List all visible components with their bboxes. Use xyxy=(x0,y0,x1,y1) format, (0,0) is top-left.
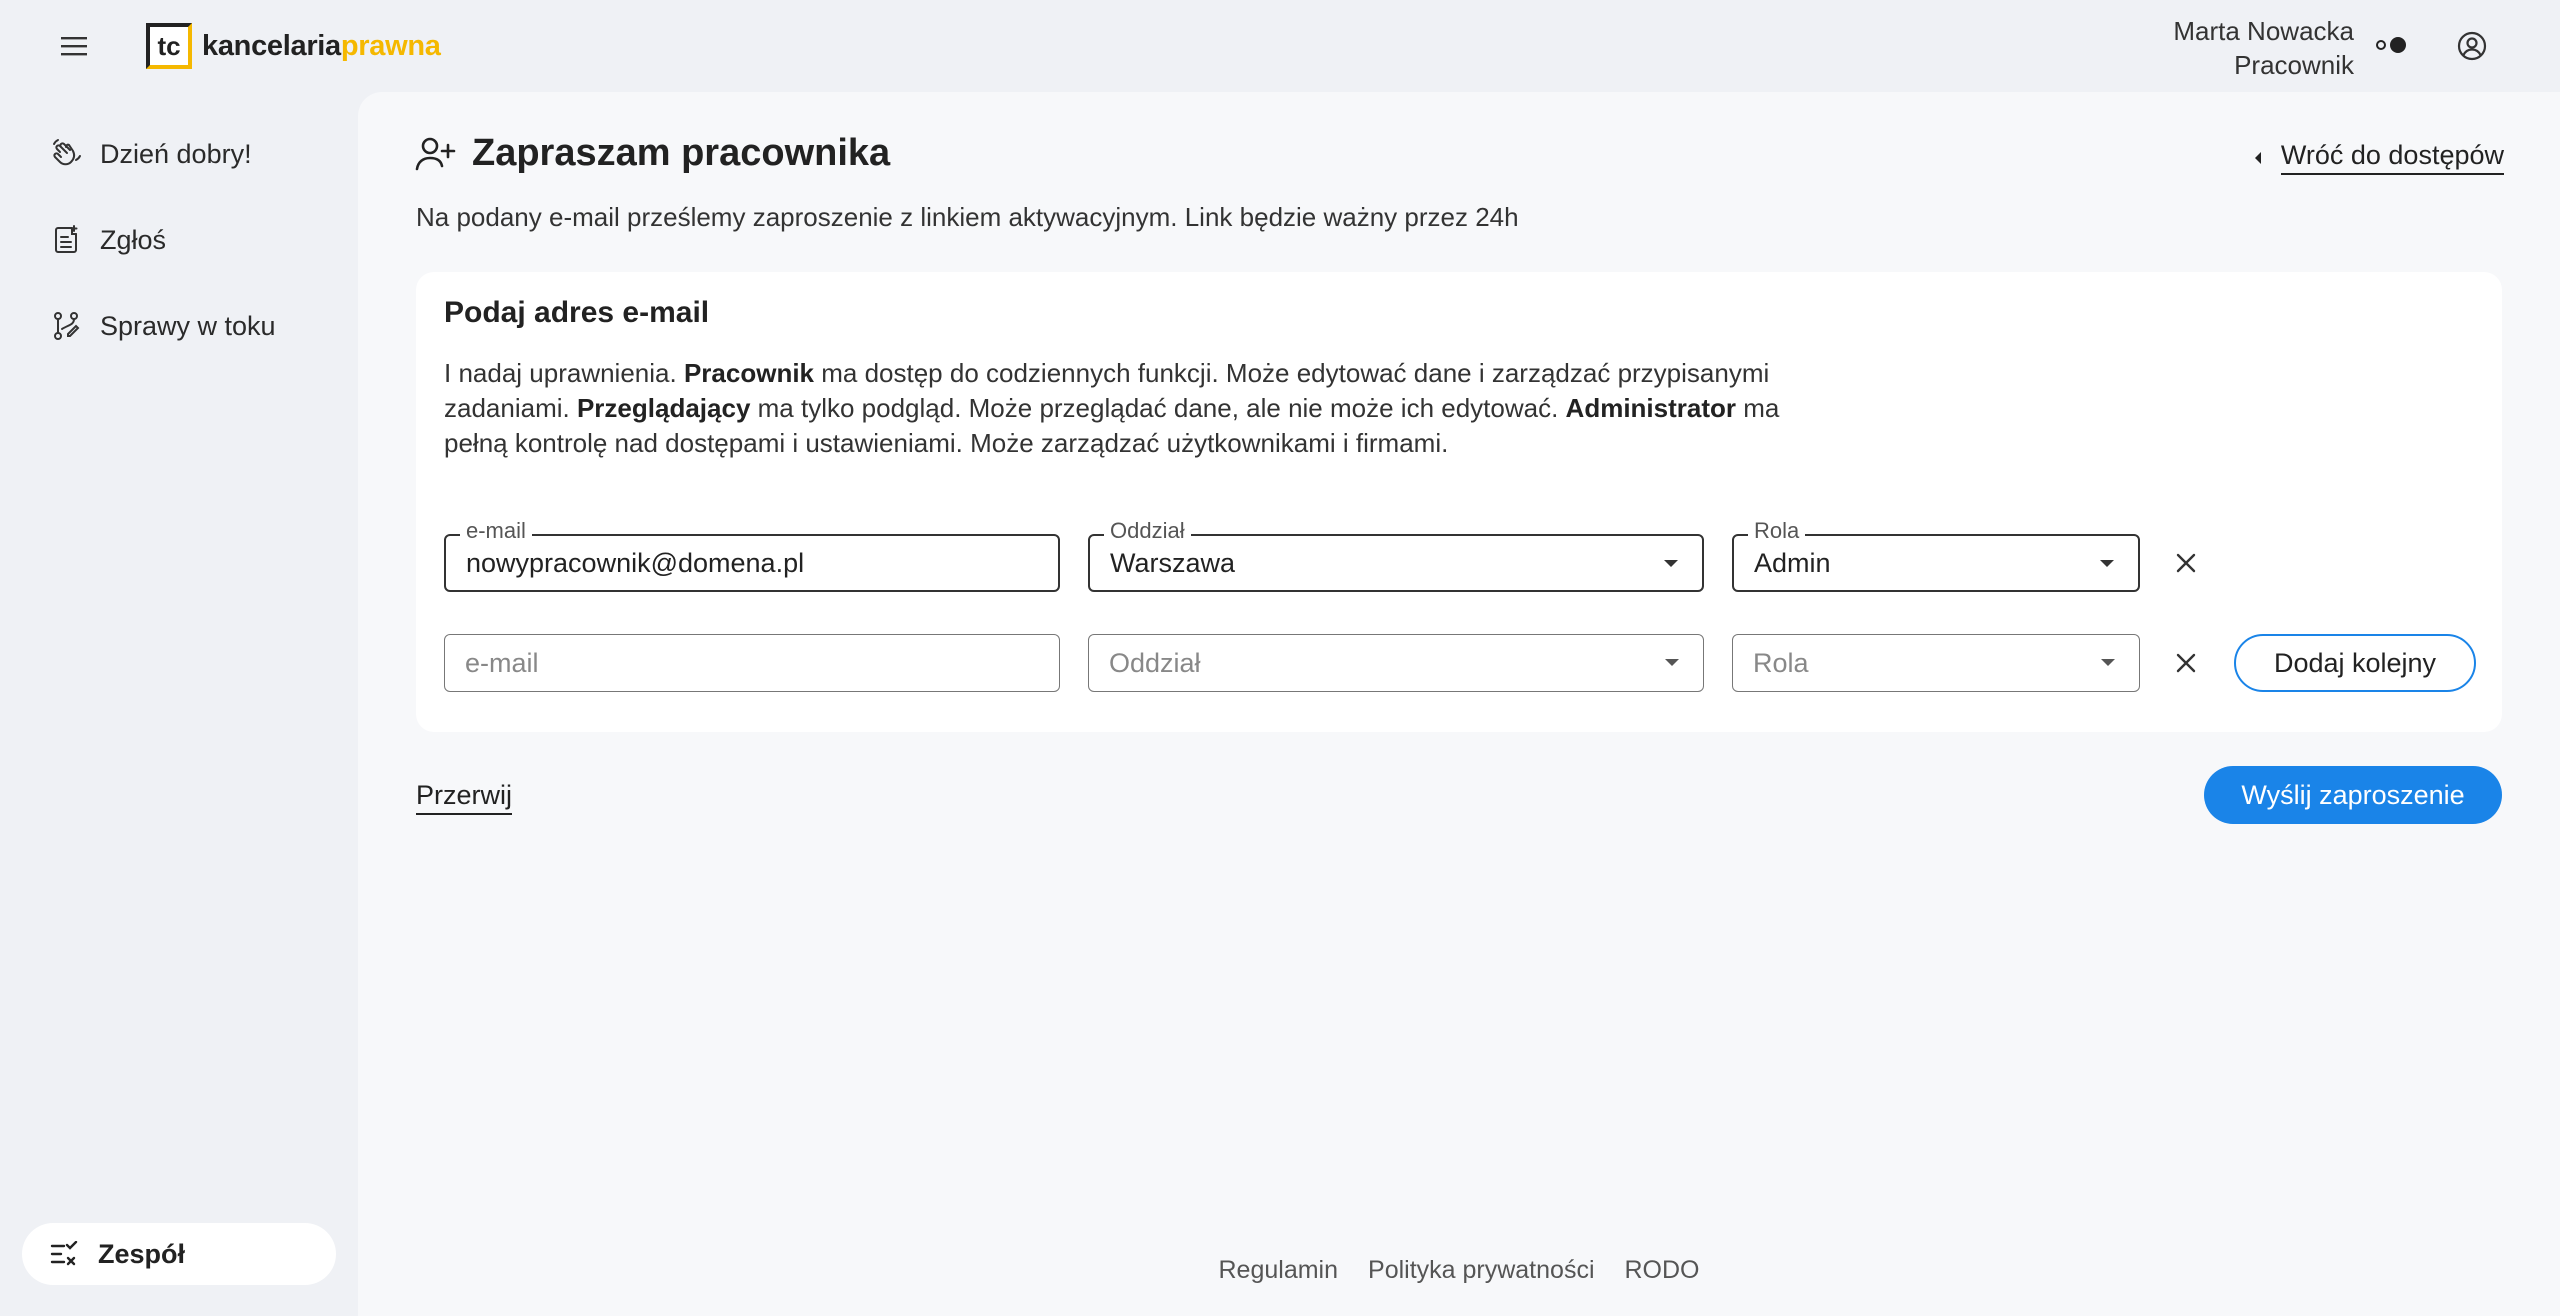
report-document-icon xyxy=(50,224,82,256)
logo-text: kancelariaprawna xyxy=(202,29,441,62)
department-select-value: Warszawa xyxy=(1110,547,1236,578)
sidebar-item-zglos[interactable] xyxy=(50,218,166,262)
role-select-label: Rola xyxy=(1748,518,1805,544)
caret-down-icon xyxy=(1665,659,1679,666)
main-panel xyxy=(358,92,2560,1316)
account-icon[interactable] xyxy=(2452,26,2492,66)
menu-icon[interactable] xyxy=(56,28,92,64)
role-select[interactable] xyxy=(1732,634,2140,692)
sidebar-item-sprawy-w-toku[interactable] xyxy=(50,304,276,348)
add-user-icon xyxy=(414,133,456,175)
user-name: Marta Nowacka xyxy=(2173,16,2354,46)
page-subtitle: Na podany e-mail prześlemy zaproszenie z linkiem aktywacyjnym. Link będzie ważny przez 24h xyxy=(416,202,1519,232)
page-title-text: Zapraszam pracownika xyxy=(472,132,891,174)
logo-mark: tc xyxy=(146,23,192,69)
email-field[interactable] xyxy=(444,634,1060,692)
sidebar-item-label: Dzień dobry! xyxy=(100,138,252,169)
theme-toggle-icon[interactable] xyxy=(2376,34,2410,56)
department-select-label: Oddział xyxy=(1104,518,1191,544)
logo[interactable] xyxy=(146,22,441,70)
top-bar xyxy=(0,0,2560,92)
caret-left-icon xyxy=(2253,151,2263,165)
invite-card xyxy=(416,272,2502,732)
remove-row-button[interactable] xyxy=(2168,645,2204,681)
footer-link-rodo[interactable]: RODO xyxy=(1624,1256,1700,1284)
card-heading: Podaj adres e-mail xyxy=(444,296,710,329)
sidebar-item-label: Zespół xyxy=(98,1238,186,1269)
permissions-description: I nadaj uprawnienia. Pracownik ma dostęp do codziennych funkcji. Może edytować dane i zarządzać przypisanymi zadaniami. Przeglądający ma tylko podgląd. Może przeglądać dane, ale nie może ich edytować. Administrator ma pełną kontrolę nad dostępami i ustawieniami. Może zarządzać użytkownikami i firmami. xyxy=(444,358,1780,458)
user-role: Pracownik xyxy=(2234,50,2354,80)
department-select[interactable] xyxy=(1088,634,1704,692)
send-invitation-button[interactable]: Wyślij zaproszenie xyxy=(2204,766,2502,824)
role-select-placeholder: Rola xyxy=(1753,647,1809,678)
footer-link-terms[interactable]: Regulamin xyxy=(1218,1256,1339,1284)
department-select[interactable] xyxy=(1088,518,1704,592)
email-field[interactable] xyxy=(444,518,1060,592)
sidebar-item-dzien-dobry[interactable] xyxy=(50,132,252,176)
caret-down-icon xyxy=(2100,560,2114,567)
sidebar-item-label: Zgłoś xyxy=(100,224,167,255)
email-field-label: e-mail xyxy=(460,518,532,544)
cancel-link[interactable]: Przerwij xyxy=(416,780,512,815)
email-input[interactable] xyxy=(465,635,1059,691)
footer-link-privacy[interactable]: Polityka prywatności xyxy=(1368,1256,1595,1284)
sidebar-item-zespol[interactable] xyxy=(22,1223,336,1285)
team-checklist-icon xyxy=(50,1241,80,1267)
role-select[interactable] xyxy=(1732,518,2140,592)
wave-hand-icon xyxy=(50,138,82,170)
page-title xyxy=(414,132,890,175)
workflow-icon xyxy=(50,310,82,342)
remove-row-button[interactable] xyxy=(2168,545,2204,581)
caret-down-icon xyxy=(1664,560,1678,567)
back-to-access-link[interactable] xyxy=(2253,140,2504,175)
sidebar-item-label: Sprawy w toku xyxy=(100,310,276,341)
add-another-button[interactable]: Dodaj kolejny xyxy=(2234,634,2476,692)
role-select-value: Admin xyxy=(1754,547,1831,578)
back-link-label: Wróć do dostępów xyxy=(2281,140,2504,175)
sidebar xyxy=(0,92,358,1316)
user-info xyxy=(2173,14,2354,82)
email-input[interactable] xyxy=(466,536,1058,590)
close-icon xyxy=(2176,653,2196,673)
department-select-placeholder: Oddział xyxy=(1109,647,1201,678)
footer xyxy=(358,1256,2560,1285)
caret-down-icon xyxy=(2101,659,2115,666)
close-icon xyxy=(2176,553,2196,573)
